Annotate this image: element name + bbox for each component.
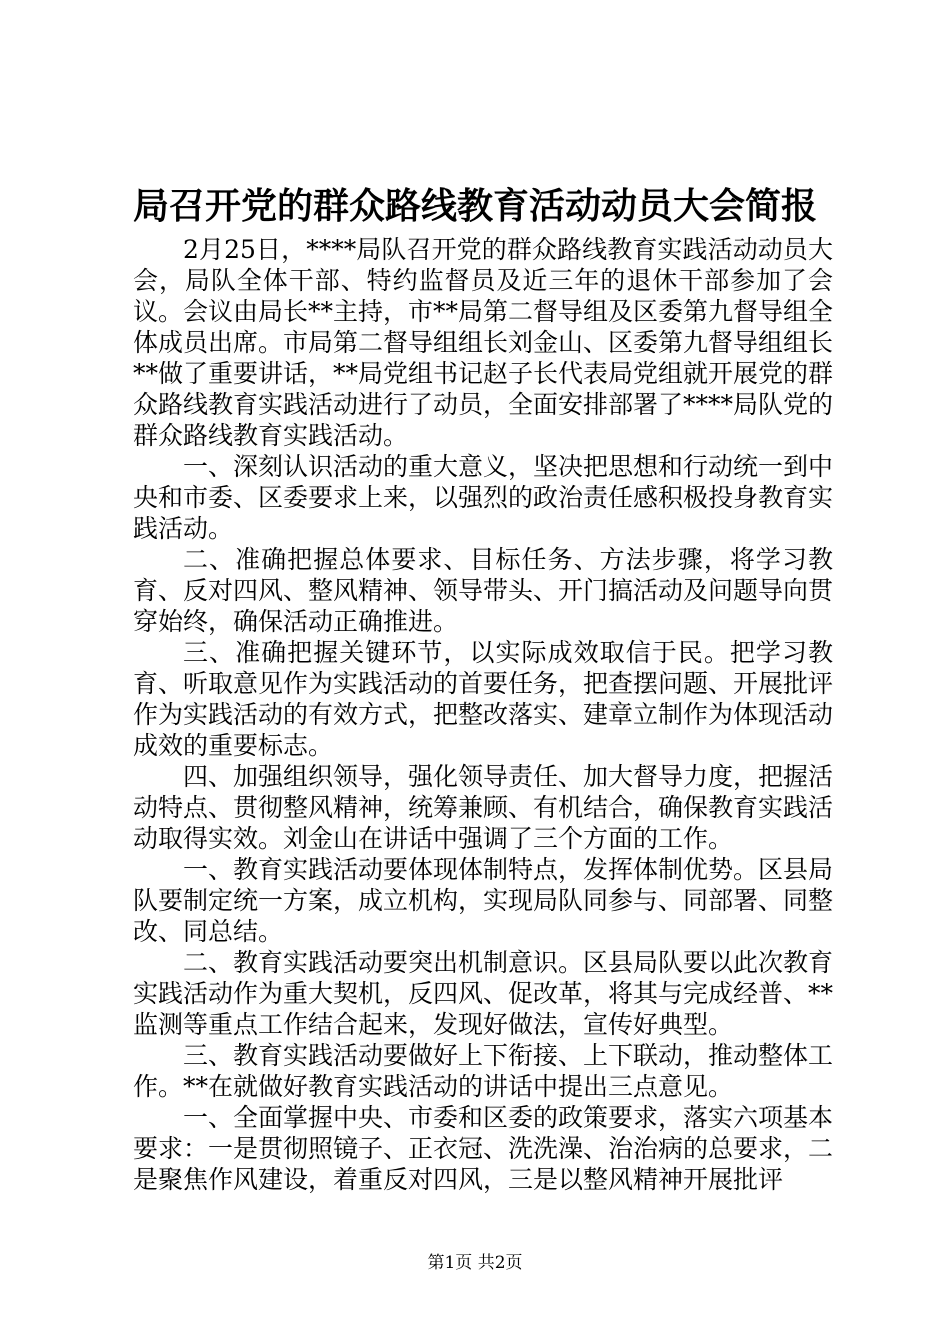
- document-body: [133, 234, 833, 1195]
- document-title: 局召开党的群众路线教育活动动员大会简报: [132, 185, 817, 227]
- paragraph: 二、教育实践活动要突出机制意识。区县局队要以此次教育实践活动作为重大契机，反四风、促改革，将其与完成经普、**监测等重点工作结合起来，发现好做法，宣传好典型。: [133, 948, 834, 1039]
- paragraph: 一、教育实践活动要体现体制特点，发挥体制优势。区县局队要制定统一方案，成立机构，实现局队同参与、同部署、同整改、同总结。: [133, 855, 834, 946]
- paragraph: 二、准确把握总体要求、目标任务、方法步骤，将学习教育、反对四风、整风精神、领导带头、开门搞活动及问题导向贯穿始终，确保活动正确推进。: [133, 545, 834, 636]
- paragraph: 一、全面掌握中央、市委和区委的政策要求，落实六项基本要求：一是贯彻照镜子、正衣冠、洗洗澡、治治病的总要求，二是聚焦作风建设，着重反对四风，三是以整风精神开展批评: [133, 1103, 834, 1194]
- paragraph: 四、加强组织领导，强化领导责任、加大督导力度，把握活动特点、贯彻整风精神，统筹兼顾、有机结合，确保教育实践活动取得实效。刘金山在讲话中强调了三个方面的工作。: [133, 762, 834, 853]
- paragraph: 三、教育实践活动要做好上下衔接、上下联动，推动整体工作。**在就做好教育实践活动的讲话中提出三点意见。: [133, 1041, 834, 1101]
- page-footer: 第1页 共2页: [427, 1253, 523, 1273]
- paragraph: 三、准确把握关键环节，以实际成效取信于民。把学习教育、听取意见作为实践活动的首要任务，把查摆问题、开展批评作为实践活动的有效方式，把整改落实、建章立制作为体现活动成效的重要标志。: [133, 638, 834, 760]
- paragraph: 2月25日，****局队召开党的群众路线教育实践活动动员大会，局队全体干部、特约监督员及近三年的退休干部参加了会议。会议由局长**主持，市**局第二督导组及区委第九督导组全体成员出席。市局第二督导组组长刘金山、区委第九督导组组长**做了重要讲话，**局党组书记赵子长代表局党组就开展党的群众路线教育实践活动进行了动员，全面安排部署了****局队党的群众路线教育实践活动。: [133, 235, 834, 450]
- paragraph: 一、深刻认识活动的重大意义，坚决把思想和行动统一到中央和市委、区委要求上来，以强烈的政治责任感积极投身教育实践活动。: [133, 452, 834, 543]
